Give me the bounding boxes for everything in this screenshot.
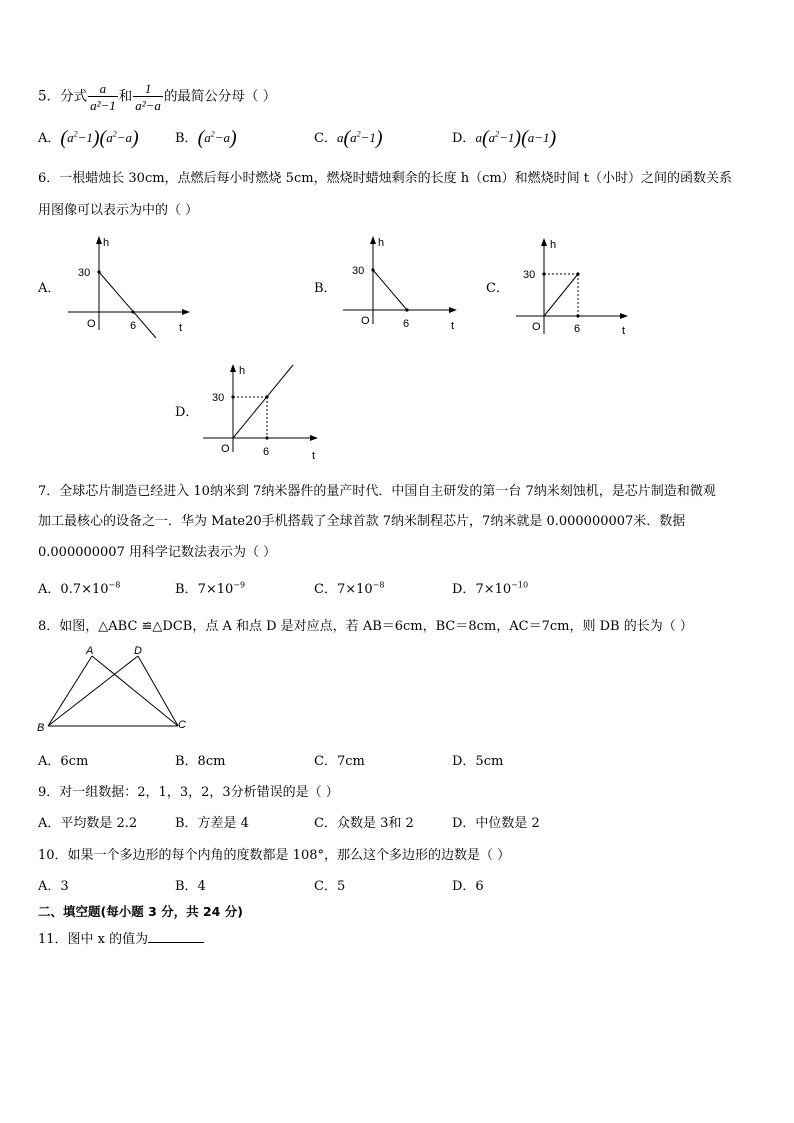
point-d-label: D	[134, 645, 142, 657]
q9-stem: 9．对一组数据：2，1，3，2，3分析错误的是（ ）	[38, 785, 339, 800]
q11-stem: 11．图中 x 的值为	[38, 928, 204, 947]
q11-answer-blank[interactable]	[148, 930, 204, 943]
q10-stem: 10．如果一个多边形的每个内角的度数都是 108°，那么这个多边形的边数是（ ）	[38, 848, 511, 863]
axis-t-label: t	[622, 325, 626, 337]
point-c-label: C	[178, 719, 186, 731]
q9-option-a[interactable]: A．平均数是 2.2	[38, 816, 138, 831]
q8-option-d[interactable]: D．5cm	[452, 754, 504, 769]
origin-label: O	[532, 321, 541, 333]
q5-frac2-denominator: a²−a	[135, 98, 161, 113]
tick-30-label: 30	[78, 267, 91, 279]
q7-line-1: 7．全球芯片制造已经进入 10纳米到 7纳米器件的量产时代．中国自主研发的第一台 7纳米刻蚀机，是芯片制造和微观	[38, 484, 716, 499]
q5-fraction-1	[88, 82, 118, 112]
q6-graph-d	[195, 360, 330, 465]
q9-option-d[interactable]: D．中位数是 2	[452, 816, 540, 831]
q6-line-2: 用图像可以表示为中的（ ）	[38, 203, 199, 218]
q5-frac1-denominator: a²−1	[90, 98, 116, 113]
tick-6-label: 6	[574, 323, 581, 335]
q7-option-b[interactable]: B．$7\times 10^{-9}$	[175, 580, 246, 597]
axis-t-label: t	[312, 450, 316, 462]
axis-h-label: h	[103, 237, 110, 249]
q5-fraction-2	[133, 82, 163, 112]
q6-graph-c	[508, 234, 638, 339]
q10-option-b[interactable]: B．4	[175, 879, 206, 894]
q5-frac2-numerator: 1	[133, 82, 163, 97]
q9-option-b[interactable]: B．方差是 4	[175, 816, 249, 831]
q8-option-a[interactable]: A．6cm	[38, 754, 89, 769]
q5-option-b[interactable]: B．$(a^2-a)$	[175, 127, 237, 149]
q6-option-b-label[interactable]: B．	[314, 281, 337, 296]
q8-option-c[interactable]: C．7cm	[314, 754, 365, 769]
point-b-label: B	[37, 722, 45, 734]
q7-option-c[interactable]: C．$7\times 10^{-8}$	[314, 580, 385, 597]
q5-option-d[interactable]: D．$a(a^2-1)(a-1)$	[452, 127, 557, 149]
axis-t-label: t	[179, 322, 183, 334]
q6-option-c-label[interactable]: C．	[486, 281, 509, 296]
q8-option-b[interactable]: B．8cm	[175, 754, 226, 769]
q6-graph-b	[335, 232, 465, 337]
tick-30-label: 30	[212, 392, 225, 404]
q9-option-c[interactable]: C．众数是 3和 2	[314, 816, 414, 831]
tick-6-label: 6	[130, 320, 137, 332]
q5-option-c[interactable]: C．$a(a^2-1)$	[314, 127, 383, 149]
axis-h-label: h	[378, 237, 385, 249]
q5-option-a[interactable]: A．$(a^2-1)(a^2-a)$	[38, 127, 139, 149]
origin-label: O	[221, 443, 230, 455]
q6-line-1: 6．一根蜡烛长 30cm，点燃后每小时燃烧 5cm，燃烧时蜡烛剩余的长度 h（cm）和燃烧时间 t（小时）之间的函数关系	[38, 171, 733, 186]
tick-30-label: 30	[352, 265, 365, 277]
origin-label: O	[87, 318, 96, 330]
q10-option-c[interactable]: C．5	[314, 879, 346, 894]
q7-line-3: 0.000000007 用科学记数法表示为（ ）	[38, 545, 277, 560]
q6-option-d-label[interactable]: D．	[175, 405, 199, 420]
q5-frac1-numerator: a	[88, 82, 118, 97]
q7-line-2: 加工最核心的设备之一．华为 Mate20手机搭载了全球首款 7纳米制程芯片，7纳米就是 0.000000007米．数据	[38, 514, 686, 529]
point-a-label: A	[86, 645, 94, 657]
q6-option-a-label[interactable]: A．	[38, 281, 61, 296]
axis-t-label: t	[451, 320, 455, 332]
q7-option-a[interactable]: A．$0.7\times 10^{-8}$	[38, 580, 121, 597]
section-2-heading: 二、填空题(每小题 3 分，共 24 分)	[38, 904, 243, 919]
q7-option-d[interactable]: D．$7\times 10^{-10}$	[452, 580, 529, 597]
axis-h-label: h	[239, 365, 246, 377]
q10-option-d[interactable]: D．6	[452, 879, 484, 894]
q5-mid: 和	[118, 88, 133, 105]
q8-stem: 8．如图，△ABC ≌△DCB，点 A 和点 D 是对应点，若 AB＝6cm，BC＝8cm，AC＝7cm，则 DB 的长为（ ）	[38, 619, 693, 634]
q5-stem	[38, 82, 276, 112]
q10-option-a[interactable]: A．3	[38, 879, 69, 894]
axis-h-label: h	[550, 239, 557, 251]
q5-prefix: 5．分式	[38, 88, 88, 105]
tick-6-label: 6	[263, 446, 270, 458]
q8-triangle-figure	[30, 640, 200, 740]
q5-suffix: 的最简公分母（ ）	[163, 88, 277, 105]
q6-graph-a	[60, 232, 200, 342]
tick-30-label: 30	[523, 269, 536, 281]
tick-6-label: 6	[403, 318, 410, 330]
origin-label: O	[361, 315, 370, 327]
